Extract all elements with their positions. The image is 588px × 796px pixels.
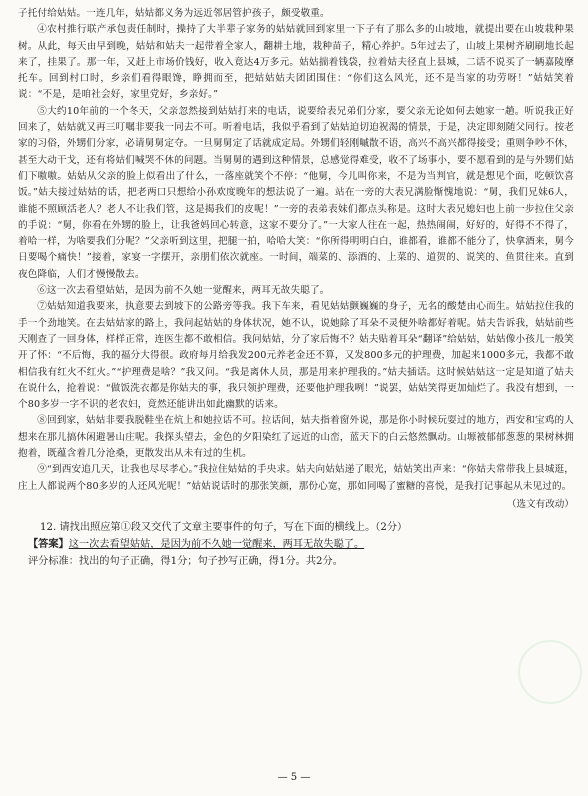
question-number: 12. bbox=[40, 521, 57, 533]
scoring-criteria: 评分标准：找出的句子正确，得1分；句子抄写正确，得1分。共2分。 bbox=[28, 555, 343, 567]
answer-line bbox=[18, 536, 574, 553]
paragraph-6: ⑥这一次去看望姑姑，是因为前不久她一觉醒来，两耳无故失聪了。 bbox=[37, 285, 330, 297]
question-text: 请找出照应第①段又交代了文章主要事件的句子，写在下面的横线上。（2分） bbox=[59, 521, 408, 533]
paragraph-continuation: 子托付给姑姑。一连几年，姑姑都义务为远近邻居管护孩子，颇受敬重。 bbox=[18, 8, 330, 19]
paragraph-4: ④农村推行联产承包责任制时，操持了大半辈子家务的姑姑就回到家里一下子有了那么多的山坡地，就提出要在山坡栽种果树。从此，每天由早到晚，姑姑和姑夫一起带着全家人，翻耕土地，栽种苗子，精心养护。5年过去了，山坡上果树齐刷刷地长起来了，挂果了。那一年，又赶上市场价钱好，收入竟达4万多元。姑姑揣着钱袋，拉着姑夫径直上县城，二话不说买了一辆嘉陵摩托车。回到村口时，乡亲们看得眼馋，睁拥而至，把姑姑姑夫团团围住：“你们这么风光，还不是当家的功劳呀！”姑姑笑着说：“不是，是咱社会好，家里党好，乡亲好。” bbox=[18, 24, 574, 101]
answer-text: 这一次去看望姑姑，是因为前不久她一觉醒来，两耳无故失聪了。 bbox=[68, 538, 365, 550]
paragraph-5: ⑤大约10年前的一个冬天，父亲忽然接到姑姑打来的电话，说要给表兄弟们分家，要父亲无论如何去她家一趟。听说我正好回来了，姑姑就又再三叮嘱非要我一同去不可。听着电话，我似乎看到了姑姑迫切迫祝渴的情景，于是，决定即刻随父同行。按老家的习俗，外甥们分家，必请舅舅定夺。一旦舅舅定了话就成定局。外甥们轻刚嘁散不语，高兴不高兴都得接受；重则争吵不休，甚至大动干戈，还有将姑们喊哭不休的问题。当舅舅的遇到这种情景，总感觉得难受，收不了场事小，要不愿看到的是与外甥们姑们下嗷嗷。姑姑从父亲的脸上似看出了什么，一落座就笑个不停：“他舅，今儿叫你来，不是为当判官，就是想见个面，吃顿饮喜饭。”姑夫接过姑姑的话，把老两口只想给小孙欢度晚年的想法说了一遍。站在一旁的大表兄满脸惭愧地说：“舅，我们兄妹6人，谁能不照顾活老人？老人不让我们管，这是揭我们的皮呢！”一旁的表弟表妹们都点头称是。这时大表兄媳妇也上前一步拉住父亲的手说：“舅，你看在外甥的脸上，让我爸妈回心转意，这家不要分了。”一大家人往在一起，热热闹闹，好好的，好得不不得了，着哈一样，为啥要我们分呢？”父亲听到这里，把腿一拍，哈哈大笑：“你所得明明白白，谁都看，谁都不能分了，快拿酒来，舅今日要喝个痛快！”接着，家宴一字摆开，亲朋们依次就座。一时间，端菜的、添酒的、上菜的、道贺的、说笑的、鱼贯往来。直到夜色降临，人们才慢慢散去。 bbox=[18, 105, 574, 280]
paragraph-7: ⑦姑姑知道我要来，执意要去到坡下的公路旁等我。我下车来，看见姑姑颤巍巍的身子，无名的酸楚由心而生。姑姑拉住我的手一个劲地笑。在去姑姑家的路上，我问起姑姑的身体状况，她不认，说她除了耳朵不灵便外啥都好着呢。姑夫告诉我，姑姑前些天刚查了一回身体，样样正常，连医生都不敢相信。我问姑姑，分了家后悔不？姑夫贴着耳朵“翻译”给姑姑，姑姑像小孩儿一般笑开了怀：“不后悔，我的福分大得很。政府每月给我发200元养老金还不算，又发800多元的护理费，加起来1000多元，我都不敢相信我有红火不红火。”“护理费是啥？”我又问。“我是离休人员，那是用来护理我的。”姑夫插话。这时候姑姑这一定是知道了姑夫在说什么，抢着说：“做饭洗衣都是你姑夫的事，我只领护理费，还要他护理我咧！”说罢，姑姑笑得更加灿烂了。我没有想到，一个80多岁一字不识的老农妇，竟然还能讲出如此幽默的话来。 bbox=[18, 301, 574, 411]
page-number: — 5 — bbox=[277, 772, 311, 783]
document-page bbox=[18, 6, 574, 570]
answer-tag: 【答案】 bbox=[28, 537, 69, 550]
paragraph-8: ⑧回到家，姑姑非要我脱鞋坐在炕上和她拉话不可。拉话间，姑夫指着窗外说，那是你小时候玩耍过的地方，西安和宝鸡的人想来在那儿搞休闲避暑山庄呢。我探头望去，金色的夕阳染红了远近的山峦，蓝天下的白云悠然飘动。山塬被郁郁葱葱的果树林拥抱着，既蕴含着几分沧桑，更散发出从未有过的生机。 bbox=[18, 415, 574, 460]
source-note: （选文有改动） bbox=[506, 498, 574, 510]
question-12 bbox=[18, 519, 574, 536]
paragraph-9: ⑨“到西安追几天，让我也尽尽孝心。”我拉住姑姑的手央求。姑夫向姑姑递了眼光，姑姑笑出声来：“你姑夫常带我上县城逛，庄上人都说两个80多岁的人还风光呢！”姑姑说话时的那张笑颜，那份心宽，那如同喝了蜜糖的喜悦，是我打记事起从未见过的。 bbox=[18, 464, 574, 492]
watermark-seal-icon bbox=[518, 640, 582, 704]
